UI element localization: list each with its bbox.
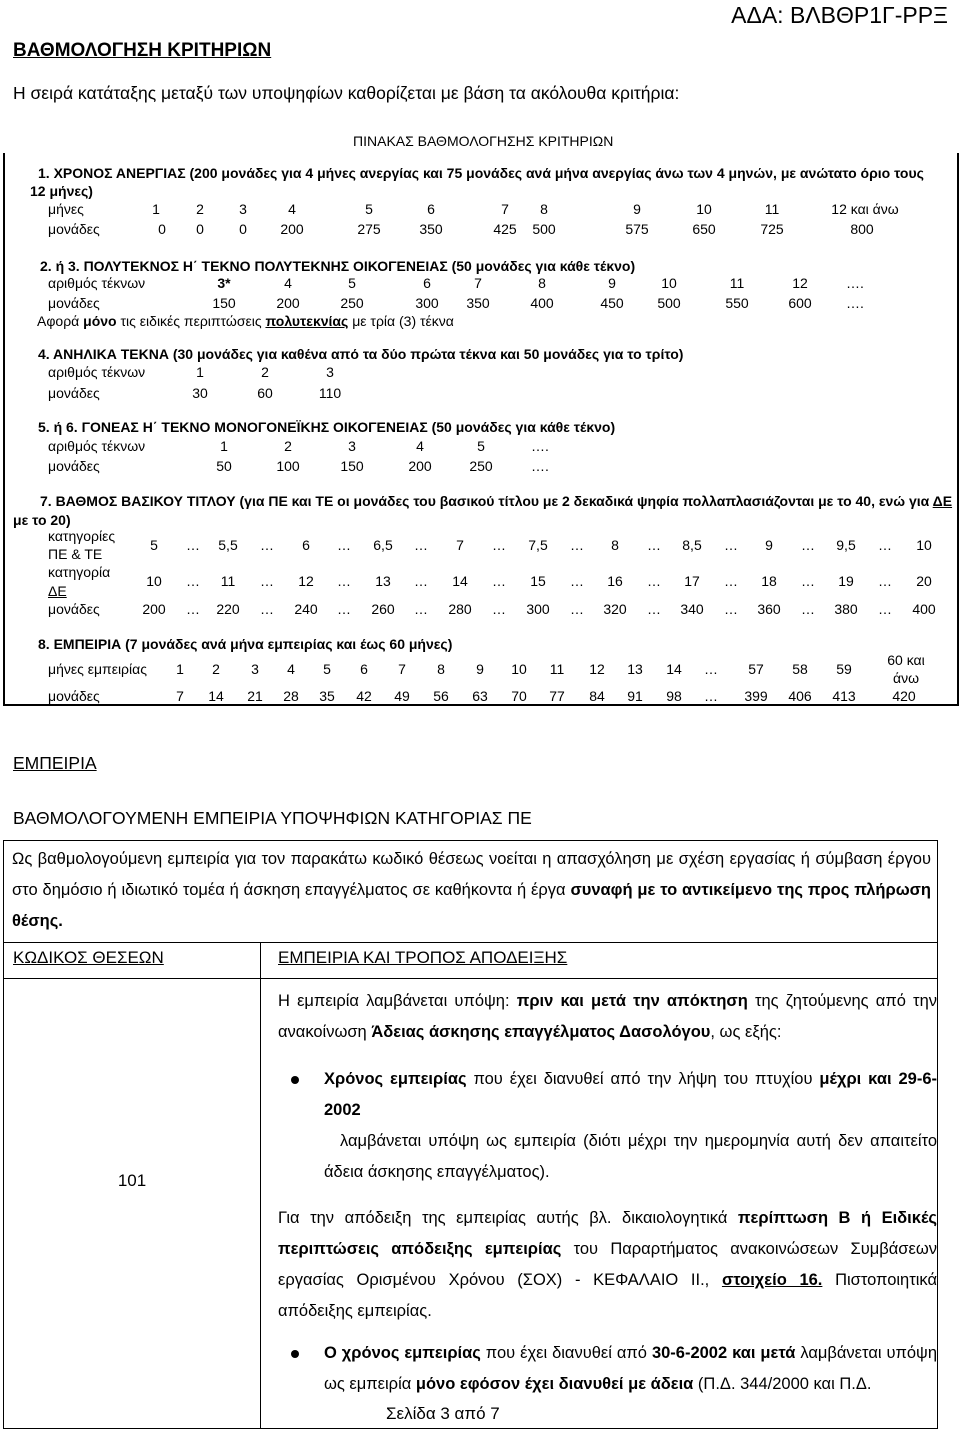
s4r1-cell: 2 xyxy=(261,364,269,380)
s4r1-cell: 3 xyxy=(326,364,334,380)
bullet-icon xyxy=(291,1076,299,1084)
s7r3-cell: … xyxy=(186,601,200,617)
s5r2-cell: 250 xyxy=(469,458,493,474)
s5r1-cell: 2 xyxy=(284,438,292,454)
s1r2-cell: 350 xyxy=(419,221,443,237)
s7-title-text: 7. ΒΑΘΜΟΣ ΒΑΣΙΚΟΥ ΤΙΤΛΟΥ (για ΠΕ και ΤΕ οι μονάδες του βασικού τίτλου με 2 δεκαδικά ψηφία πολλαπλασιάζονται με το 40, ενώ για xyxy=(40,493,930,509)
s7r3-cell: 240 xyxy=(294,601,318,617)
s5r2-cell: 100 xyxy=(276,458,300,474)
s7r3-cell: 200 xyxy=(142,601,166,617)
intro-text: Η σειρά κατάταξης μεταξύ των υποψηφίων καθορίζεται με βάση τα ακόλουθα κριτήρια: xyxy=(13,83,680,103)
s8r1-cell: 11 xyxy=(549,661,565,677)
s8r2-cell: 70 xyxy=(511,688,527,704)
s7r1-cell: … xyxy=(260,537,274,553)
p2-text: Πιστοποιητικά απόδειξης εμπειρίας. xyxy=(278,1271,937,1320)
p2-text: του Παραρτήματος ανακοινώσεων Συμβάσεων εργασίας Ορισμένου Χρόνου (ΣΟΧ) - ΚΕΦΑΛΑΙΟ ΙΙ., xyxy=(278,1240,937,1289)
s4r1-cell: 1 xyxy=(196,364,204,380)
s1r2-cell: 0 xyxy=(239,221,247,237)
experience-subheading: ΒΑΘΜΟΛΟΓΟΥΜΕΝΗ ΕΜΠΕΙΡΙΑ ΥΠΟΨΗΦΙΩΝ ΚΑΤΗΓΟΡΙΑΣ ΠΕ xyxy=(13,808,532,828)
s7r1-cell: … xyxy=(186,537,200,553)
s2r2-cell: 550 xyxy=(725,295,749,311)
b2-text: λαμβάνεται υπόψη ως εμπειρία xyxy=(324,1344,937,1393)
s8r2-cell: 84 xyxy=(589,688,605,704)
s1r2-cell: 200 xyxy=(280,221,304,237)
s4r2-cell: 110 xyxy=(318,385,342,401)
s7-row1-label-a: κατηγορίες xyxy=(48,528,116,544)
s8r2-cell: 413 xyxy=(832,688,856,704)
s8r1-cell: 59 xyxy=(836,661,852,677)
s8r2-cell: 420 xyxy=(892,688,916,704)
s7r3-cell: 220 xyxy=(216,601,240,617)
s2r2-cell: 200 xyxy=(276,295,300,311)
s5r2-cell: 150 xyxy=(340,458,364,474)
s1r2-cell: 725 xyxy=(760,221,784,237)
p2-emphasis: στοιχείο 16. xyxy=(721,1271,823,1289)
s2r1-cell: 8 xyxy=(538,275,546,291)
s8r1-cell: … xyxy=(704,661,718,677)
s7r3-cell: 280 xyxy=(448,601,472,617)
s5r2-cell: …. xyxy=(531,458,549,474)
s2r1-cell: 9 xyxy=(608,275,616,291)
experience-table xyxy=(3,840,938,1429)
experience-intro xyxy=(12,844,931,937)
s7r2-cell: … xyxy=(260,573,274,589)
s8-title: 8. ΕΜΠΕΙΡΙΑ (7 μονάδες ανά μήνα εμπειρίας και έως 60 μήνες) xyxy=(38,636,453,652)
s2r1-cell: …. xyxy=(846,275,864,291)
s2r1-cell: 5 xyxy=(348,275,356,291)
s7r1-cell: … xyxy=(414,537,428,553)
s7r2-cell: … xyxy=(570,573,584,589)
s2r1-cell: 4 xyxy=(284,275,292,291)
s8-last-b: άνω xyxy=(892,670,920,686)
s8r2-cell: 399 xyxy=(744,688,768,704)
p1-text: Η εμπειρία λαμβάνεται υπόψη: xyxy=(278,992,510,1010)
s7-title xyxy=(40,493,952,509)
s7r1-cell: 7 xyxy=(456,537,464,553)
s8r2-cell: 35 xyxy=(319,688,335,704)
intro-emphasis: συναφή με το αντικείμενο της προς πλήρωση θέσης. xyxy=(12,881,931,930)
s1r1-cell: 6 xyxy=(427,201,435,217)
s5-row1-label: αριθμός τέκνων xyxy=(48,438,146,454)
b1-emphasis: Χρόνος εμπειρίας xyxy=(324,1070,467,1088)
s7r3-cell: 260 xyxy=(371,601,395,617)
note-text: τις ειδικές περιπτώσεις xyxy=(120,313,262,329)
s7r2-cell: … xyxy=(414,573,428,589)
s7r2-cell: 19 xyxy=(838,573,854,589)
s7r2-cell: … xyxy=(337,573,351,589)
s2r2-cell: …. xyxy=(846,295,864,311)
s2r2-cell: 250 xyxy=(340,295,364,311)
s8r2-cell: 7 xyxy=(176,688,184,704)
s2r1-cell: 12 xyxy=(792,275,808,291)
position-code: 101 xyxy=(117,1171,147,1190)
b1-text: που έχει διανυθεί από την λήψη του πτυχίου xyxy=(473,1070,813,1088)
s7r1-cell: 5 xyxy=(150,537,158,553)
s7-row2-label-b: ΔΕ xyxy=(48,583,67,599)
s8r2-cell: 98 xyxy=(666,688,682,704)
s7r1-cell: 8,5 xyxy=(682,537,702,553)
s7-title-de: ΔΕ xyxy=(932,493,953,509)
s8r2-cell: 21 xyxy=(247,688,263,704)
s2-title: 2. ή 3. ΠΟΛΥΤΕΚΝΟΣ Η΄ ΤΕΚΝΟ ΠΟΛΥΤΕΚΝΗΣ ΟΙΚΟΓΕΝΕΙΑΣ (50 μονάδες για κάθε τέκνο) xyxy=(40,258,636,274)
s7r2-cell: 18 xyxy=(761,573,777,589)
s8r2-cell: 56 xyxy=(433,688,449,704)
s7r2-cell: 14 xyxy=(452,573,468,589)
s7r1-cell: … xyxy=(492,537,506,553)
s7r3-cell: 320 xyxy=(603,601,627,617)
code-cell xyxy=(4,979,261,1429)
s7r2-cell: 20 xyxy=(916,573,932,589)
s7r1-cell: 7,5 xyxy=(528,537,548,553)
s5r1-cell: 1 xyxy=(220,438,228,454)
s7r2-cell: … xyxy=(878,573,892,589)
s1r1-cell: 12 και άνω xyxy=(831,201,899,217)
s8r1-cell: 8 xyxy=(437,661,445,677)
s2r2-cell: 150 xyxy=(212,295,236,311)
s8r2-cell: 28 xyxy=(283,688,299,704)
s4-row2-label: μονάδες xyxy=(48,385,100,401)
s8r1-cell: 4 xyxy=(287,661,295,677)
s8r1-cell: 10 xyxy=(511,661,527,677)
s8r2-cell: 77 xyxy=(549,688,565,704)
s1-row1-label: μήνες xyxy=(48,201,84,217)
s7r2-cell: 10 xyxy=(146,573,162,589)
b1-text: λαμβάνεται υπόψη ως εμπειρία (διότι μέχρι την ημερομηνία αυτή δεν απαιτείτο άδεια άσκησης επαγγέλματος). xyxy=(324,1132,937,1181)
col-code-header xyxy=(4,943,261,979)
s8r1-cell: 1 xyxy=(176,661,184,677)
s5r1-cell: 5 xyxy=(477,438,485,454)
s5r2-cell: 200 xyxy=(408,458,432,474)
s7-row2-label-a: κατηγορία xyxy=(48,564,111,580)
s8r2-cell: … xyxy=(704,688,718,704)
s2r2-cell: 450 xyxy=(600,295,624,311)
s5-row2-label: μονάδες xyxy=(48,458,100,474)
s7r2-cell: … xyxy=(186,573,200,589)
s7-row1-label-b: ΠΕ & ΤΕ xyxy=(48,546,103,562)
experience-cell xyxy=(261,979,938,1429)
s8r1-cell: 6 xyxy=(360,661,368,677)
s2-row1-label: αριθμός τέκνων xyxy=(48,275,146,291)
s4r2-cell: 30 xyxy=(192,385,208,401)
s8r1-cell: 3 xyxy=(251,661,259,677)
ada-code: ΑΔΑ: ΒΛΒΘΡ1Γ-ΡΡΞ xyxy=(731,2,948,28)
para-1 xyxy=(261,979,937,1048)
s1r2-cell: 500 xyxy=(532,221,556,237)
s7r3-cell: 400 xyxy=(912,601,936,617)
s5-title: 5. ή 6. ΓΟΝΕΑΣ Η΄ ΤΕΚΝΟ ΜΟΝΟΓΟΝΕΪΚΗΣ ΟΙΚΟΓΕΝΕΙΑΣ (50 μονάδες για κάθε τέκνο) xyxy=(38,419,616,435)
s4-row1-label: αριθμός τέκνων xyxy=(48,364,146,380)
s7r1-cell: 6 xyxy=(302,537,310,553)
s2r1-cell: 6 xyxy=(423,275,431,291)
s7r1-cell: 9,5 xyxy=(836,537,856,553)
s1r1-cell: 10 xyxy=(696,201,712,217)
b2-emphasis: Ο χρόνος εμπειρίας xyxy=(324,1344,481,1362)
s7r3-cell: … xyxy=(414,601,428,617)
s7r1-cell: 6,5 xyxy=(373,537,393,553)
experience-heading: ΕΜΠΕΙΡΙΑ xyxy=(13,753,97,773)
s7r3-cell: … xyxy=(878,601,892,617)
s1r2-cell: 575 xyxy=(625,221,649,237)
s7r3-cell: … xyxy=(492,601,506,617)
p2-text: Για την απόδειξη της εμπειρίας αυτής βλ. δικαιολογητικά xyxy=(278,1209,728,1227)
b2-emphasis: 30-6-2002 και μετά xyxy=(651,1344,796,1362)
s1r2-cell: 0 xyxy=(158,221,166,237)
s1-title-cont: 12 μήνες) xyxy=(30,183,93,199)
s1r2-cell: 0 xyxy=(196,221,204,237)
s8r2-cell: 406 xyxy=(788,688,812,704)
s7r2-cell: … xyxy=(647,573,661,589)
s1r1-cell: 11 xyxy=(764,201,780,217)
b2-emphasis: μόνο εφόσον έχει διανυθεί με άδεια xyxy=(415,1375,694,1393)
s4-title: 4. ΑΝΗΛΙΚΑ ΤΕΚΝΑ (30 μονάδες για καθένα από τα δύο πρώτα τέκνα και 50 μονάδες για το τρίτο) xyxy=(38,346,684,362)
b1-emphasis: μέχρι και 29-6-2002 xyxy=(324,1070,937,1119)
s7r1-cell: … xyxy=(337,537,351,553)
s2-note xyxy=(37,313,454,329)
s8r1-cell: 58 xyxy=(792,661,808,677)
s4r2-cell: 60 xyxy=(257,385,273,401)
note-emphasis: μόνο xyxy=(83,313,117,329)
note-emphasis: πολυτεκνίας xyxy=(265,313,349,329)
s2-row2-label: μονάδες xyxy=(48,295,100,311)
s7r3-cell: 300 xyxy=(526,601,550,617)
s7r1-cell: … xyxy=(724,537,738,553)
p1-emphasis: πριν και μετά την απόκτηση xyxy=(516,992,748,1010)
s1r1-cell: 2 xyxy=(196,201,204,217)
s5r1-cell: 3 xyxy=(348,438,356,454)
s8r1-cell: 9 xyxy=(476,661,484,677)
s2r2-cell: 500 xyxy=(657,295,681,311)
para-2 xyxy=(261,1188,937,1327)
s1r1-cell: 9 xyxy=(633,201,641,217)
s1r1-cell: 4 xyxy=(288,201,296,217)
intro-text: Ως βαθμολογούμενη εμπειρία για τον παρακάτω κωδικό θέσεως νοείται η απασχόληση με σχέση εργασίας ή σύμβαση έργου στο δημόσιο ή ιδιωτικό τομέα ή άσκηση επαγγέλματος σε καθήκοντα ή έργα xyxy=(12,850,931,899)
s8r1-cell: 7 xyxy=(398,661,406,677)
s7r1-cell: … xyxy=(878,537,892,553)
s7-row3-label: μονάδες xyxy=(48,601,100,617)
s2r2-cell: 350 xyxy=(466,295,490,311)
s8-row1-label: μήνες εμπειρίας xyxy=(48,661,147,677)
s7r3-cell: … xyxy=(570,601,584,617)
s7r1-cell: 5,5 xyxy=(218,537,238,553)
s7r3-cell: 360 xyxy=(757,601,781,617)
s7r3-cell: … xyxy=(724,601,738,617)
s1r2-cell: 275 xyxy=(357,221,381,237)
s2r2-cell: 400 xyxy=(530,295,554,311)
s7r1-cell: 8 xyxy=(611,537,619,553)
s2r1-cell: 10 xyxy=(661,275,677,291)
bullet-2 xyxy=(261,1338,937,1400)
bullet-1 xyxy=(261,1064,937,1188)
s7r1-cell: 9 xyxy=(765,537,773,553)
s1r2-cell: 425 xyxy=(493,221,517,237)
col-code-label: ΚΩΔΙΚΟΣ ΘΕΣΕΩΝ xyxy=(13,948,164,967)
s7r3-cell: 340 xyxy=(680,601,704,617)
s7r1-cell: … xyxy=(570,537,584,553)
s8r1-cell: 12 xyxy=(589,661,605,677)
s8r1-cell: 5 xyxy=(323,661,331,677)
s1r1-cell: 7 xyxy=(501,201,509,217)
b2-text: που έχει διανυθεί από xyxy=(485,1344,647,1362)
s8r1-cell: 13 xyxy=(627,661,643,677)
s1r1-cell: 5 xyxy=(365,201,373,217)
s5r1-cell: …. xyxy=(531,438,549,454)
s8r2-cell: 91 xyxy=(627,688,643,704)
s8r2-cell: 63 xyxy=(472,688,488,704)
s5r2-cell: 50 xyxy=(216,458,232,474)
s7r2-cell: 13 xyxy=(375,573,391,589)
table-title: ΠΙΝΑΚΑΣ ΒΑΘΜΟΛΟΓΗΣΗΣ ΚΡΙΤΗΡΙΩΝ xyxy=(353,133,614,149)
s1r1-cell: 3 xyxy=(239,201,247,217)
s8-row2-label: μονάδες xyxy=(48,688,100,704)
s7r3-cell: … xyxy=(647,601,661,617)
page-title: ΒΑΘΜΟΛΟΓΗΣΗ ΚΡΙΤΗΡΙΩΝ xyxy=(13,40,272,61)
s7r2-cell: 15 xyxy=(530,573,546,589)
s7r2-cell: … xyxy=(492,573,506,589)
p1-text: της ζητούμενης από την ανακοίνωση xyxy=(278,992,937,1041)
s2r1-cell: 7 xyxy=(474,275,482,291)
s2r1-cell: 3* xyxy=(217,275,231,291)
page-footer: Σελίδα 3 από 7 xyxy=(386,1404,500,1423)
s8r2-cell: 42 xyxy=(356,688,372,704)
s7r2-cell: … xyxy=(801,573,815,589)
s8r1-cell: 2 xyxy=(212,661,220,677)
col-experience-header xyxy=(261,943,938,979)
p1-emphasis: Άδειας άσκησης επαγγέλματος Δασολόγου xyxy=(371,1023,711,1041)
note-text: με τρία (3) τέκνα xyxy=(352,313,454,329)
s7r2-cell: … xyxy=(724,573,738,589)
s1r2-cell: 800 xyxy=(850,221,874,237)
s7r3-cell: 380 xyxy=(834,601,858,617)
s7r2-cell: 11 xyxy=(220,573,236,589)
s1r1-cell: 1 xyxy=(152,201,160,217)
s2r1-cell: 11 xyxy=(729,275,745,291)
s7r1-cell: … xyxy=(647,537,661,553)
s7r2-cell: 17 xyxy=(684,573,700,589)
col-experience-label: ΕΜΠΕΙΡΙΑ ΚΑΙ ΤΡΟΠΟΣ ΑΠΟΔΕΙΞΗΣ xyxy=(278,948,568,967)
s7r2-cell: 16 xyxy=(607,573,623,589)
s1-row2-label: μονάδες xyxy=(48,221,100,237)
s7r3-cell: … xyxy=(260,601,274,617)
s1r2-cell: 650 xyxy=(692,221,716,237)
bullet-icon xyxy=(291,1350,299,1358)
p1-text: , ως εξής: xyxy=(710,1023,782,1041)
s1-title: 1. ΧΡΟΝΟΣ ΑΝΕΡΓΙΑΣ (200 μονάδες για 4 μήνες ανεργίας και 75 μονάδες ανά μήνα ανεργίας άνω των 4 μηνών, με ανώτατο όριο τους xyxy=(38,165,924,181)
s8-last-a: 60 και xyxy=(887,652,925,668)
s7r1-cell: 10 xyxy=(916,537,932,553)
s5r1-cell: 4 xyxy=(416,438,424,454)
s1r1-cell: 8 xyxy=(540,201,548,217)
s7r3-cell: … xyxy=(337,601,351,617)
b2-text: (Π.Δ. 344/2000 και Π.Δ. xyxy=(697,1375,872,1393)
s2r2-cell: 300 xyxy=(415,295,439,311)
s8r2-cell: 14 xyxy=(208,688,224,704)
s7r1-cell: … xyxy=(801,537,815,553)
s7-title-cont: με το 20) xyxy=(13,512,71,528)
s8r2-cell: 49 xyxy=(394,688,410,704)
s8r1-cell: 57 xyxy=(748,661,764,677)
s8r1-cell: 14 xyxy=(666,661,682,677)
p2-emphasis: περίπτωση Β ή Ειδικές περιπτώσεις απόδειξης εμπειρίας xyxy=(278,1209,937,1258)
s2r2-cell: 600 xyxy=(788,295,812,311)
s7r3-cell: … xyxy=(801,601,815,617)
note-text: Αφορά xyxy=(37,313,80,329)
s7r2-cell: 12 xyxy=(298,573,314,589)
